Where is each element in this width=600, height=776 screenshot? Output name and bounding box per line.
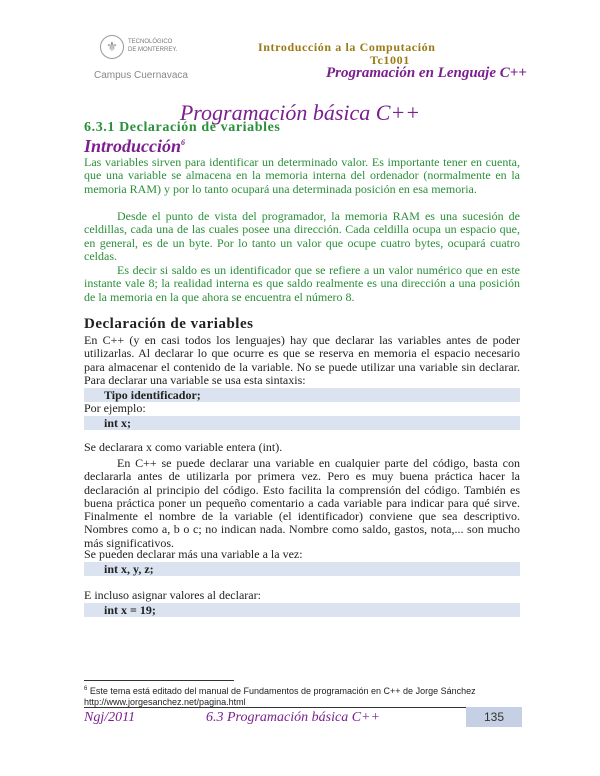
institution-seal-icon: ⚜ [100,35,124,59]
footnote-mark: 6 [181,138,186,147]
footnote [84,684,524,708]
logo-campus: Campus Cuernavaca [94,70,188,81]
multi-code-band [84,562,520,576]
example-code-band [84,416,520,430]
multi-declaration-label: Se pueden declarar más una variable a la vez: [84,547,303,561]
assign-code: int x = 19; [104,603,156,617]
intro-paragraph-3: Es decir si saldo es un identificador que se refiere a un valor numérico que en este instante vale 8; la realidad interna es que saldo realmente es una dirección a una posición de la memoria en la que ahora se encuentra el número 8. [84,263,520,304]
intro-paragraph-2: Desde el punto de vista del programador, la memoria RAM es una sucesión de celdillas, cada una de las cuales posee una dirección. Cada celdilla ocupa un espacio que, en general, es de un byte. Por lo tanto un valor que ocupe cuatro bytes, ocupará cuatro celdas. [84,209,520,263]
footer-divider [84,707,520,708]
multi-code: int x, y, z; [104,562,154,576]
footer-section: 6.3 Programación básica C++ [206,710,380,725]
assign-label: E incluso asignar valores al declarar: [84,588,261,602]
declaration-heading: Declaración de variables [84,316,254,332]
example-code: int x; [104,416,131,430]
example-label: Por ejemplo: [84,401,146,415]
course-subject: Programación en Lenguaje C++ [326,65,527,81]
intro-heading: Introducción$^6$ [84,136,186,156]
section-heading: 6.3.1 Declaración de variables [84,120,281,135]
declaration-paragraph-2: En C++ se puede declarar una variable en cualquier parte del código, basta con declararla antes de utilizarla por primera vez. Pero es muy buena práctica hacer la declaración al principio del código. Esto facilita la comprensión del código. También es buena práctica poner un pequeño comentario a cada variable para indicar para qué sirve. Finalmente el nombre de la variable (el identificador) conviene que sea descriptivo. Nombres como a, b o c; no indican nada. Nombre como saldo, gastos, nota,... son mucho más significativos. [84,456,520,550]
footnote-divider [84,680,234,681]
assign-code-band [84,603,520,617]
logo-text: TECNOLÓGICO DE MONTERREY. [128,39,178,53]
syntax-code-band [84,388,520,402]
institution-logo [92,32,188,80]
footnote-url[interactable]: http://www.jorgesanchez.net/pagina.html [84,697,246,707]
page-number: 135 [466,707,522,727]
footnote-text: Este tema está editado del manual de Fundamentos de programación en C++ de Jorge Sánchez [89,686,476,696]
after-example-text: Se declarara x como variable entera (int). [84,440,283,454]
course-code: Tc1001 [370,53,410,67]
syntax-code: Tipo identificador; [104,388,201,402]
course-title: Introducción a la Computación [258,40,436,54]
intro-paragraph-1: Las variables sirven para identificar un determinado valor. Es importante tener en cuenta, que una variable se almacena en la memoria interna del ordenador (normalmente en la memoria RAM) y por lo tanto ocupará una determinada posición en esa memoria. [84,155,520,196]
footer-author: Ngj/2011 [84,710,136,725]
page-title: Programación básica C++ [179,100,421,125]
footnote-number: 6 [84,686,88,692]
declaration-paragraph-1: En C++ (y en casi todos los lenguajes) hay que declarar las variables antes de poder utilizarlas. Al declarar lo que ocurre es que se reserva en memoria el espacio necesario para almacenar el contenido de la variable. No se puede utilizar una variable sin declarar. Para declarar una variable se usa esta sintaxis: [84,333,520,387]
